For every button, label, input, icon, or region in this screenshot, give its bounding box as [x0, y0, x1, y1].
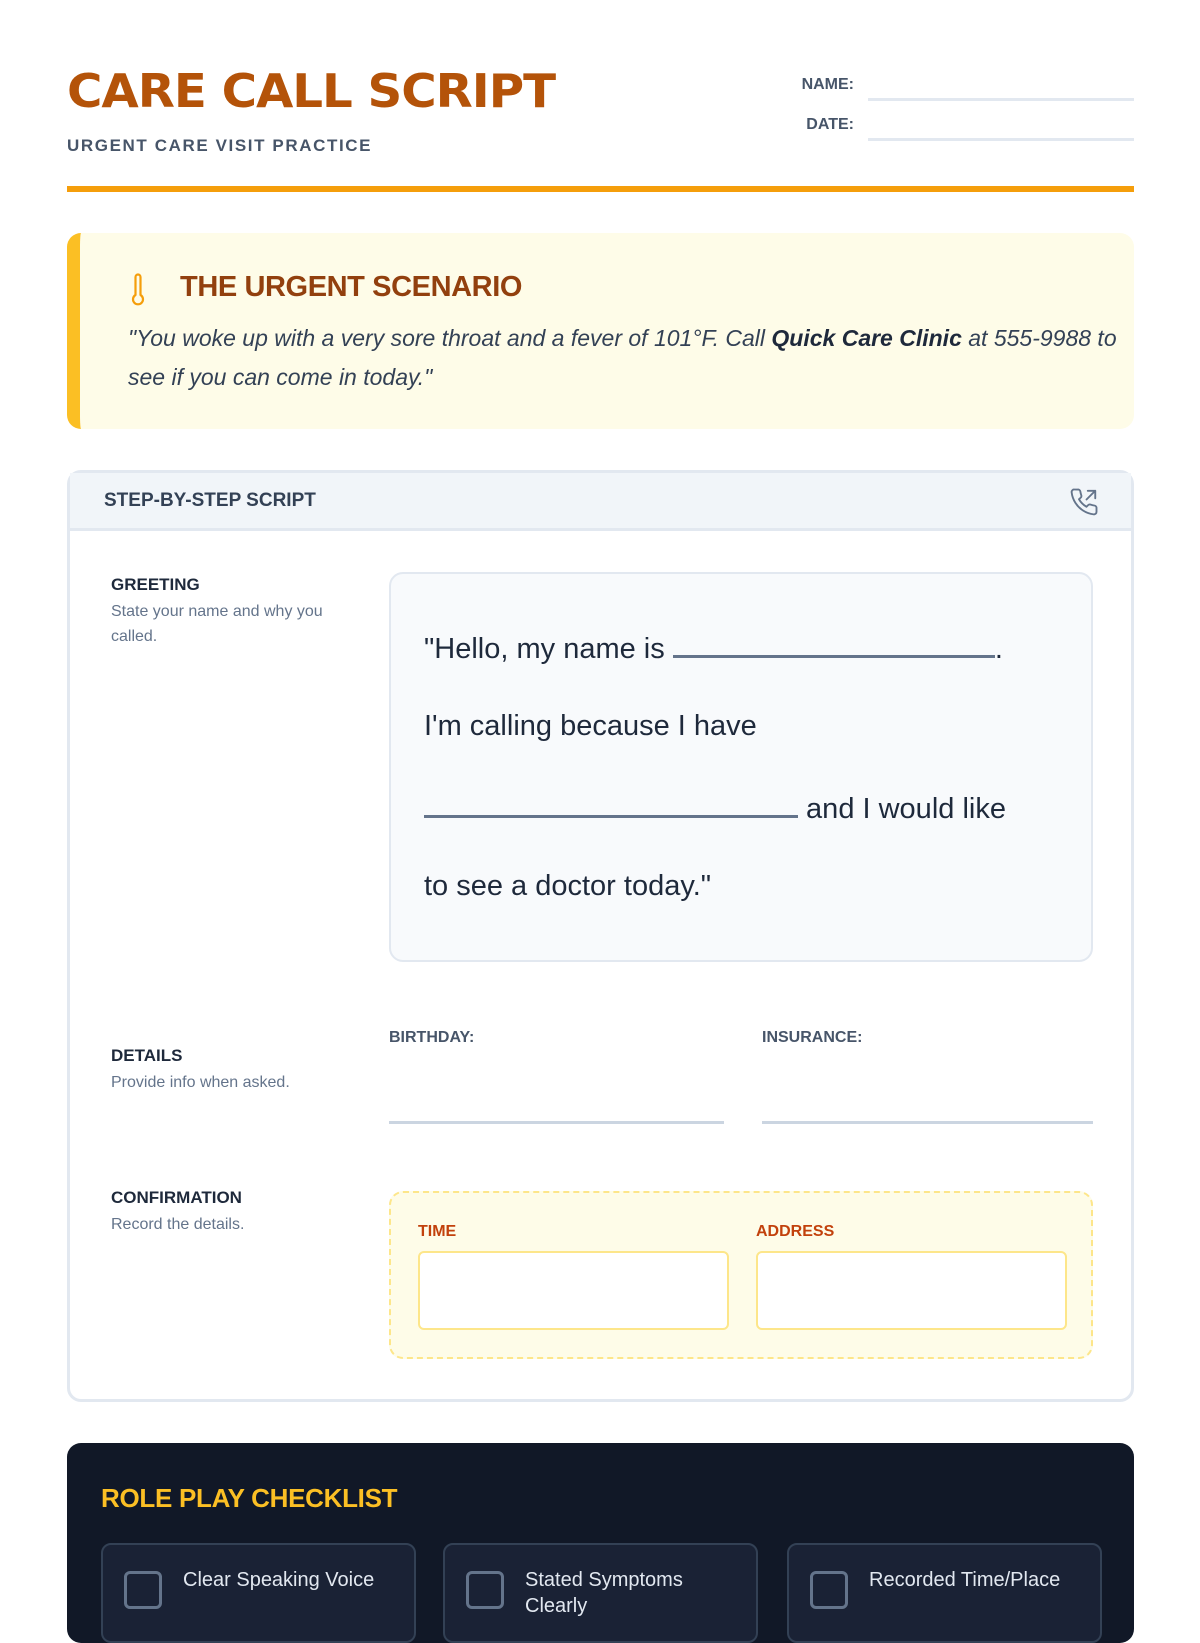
script-card-header	[70, 473, 1131, 531]
name-field[interactable]	[794, 70, 1134, 106]
checklist-item[interactable]	[443, 1543, 758, 1643]
confirmation-box	[389, 1191, 1093, 1359]
greeting-description: State your name and why you called.	[111, 603, 323, 645]
symptoms-blank[interactable]	[424, 790, 798, 818]
phone-outgoing-icon	[1069, 487, 1099, 517]
checkbox[interactable]	[124, 1571, 162, 1609]
clinic-name: Quick Care Clinic	[771, 325, 962, 351]
details-label: DETAILS	[111, 1046, 183, 1065]
birthday-line[interactable]	[389, 1121, 724, 1124]
checkbox[interactable]	[466, 1571, 504, 1609]
script-title: STEP-BY-STEP SCRIPT	[104, 490, 316, 511]
scenario-panel	[67, 233, 1134, 429]
date-field[interactable]	[794, 110, 1134, 146]
address-input[interactable]	[756, 1251, 1067, 1330]
greeting-line-1	[424, 630, 1003, 666]
greeting-line-3	[424, 790, 1006, 826]
worksheet-header	[67, 66, 1134, 192]
name-label: NAME:	[801, 76, 854, 93]
insurance-label: INSURANCE:	[762, 1029, 863, 1046]
insurance-line[interactable]	[762, 1121, 1093, 1124]
checklist-item-label: Recorded Time/Place	[869, 1569, 1061, 1591]
confirmation-label: CONFIRMATION	[111, 1188, 242, 1207]
checklist-title: ROLE PLAY CHECKLIST	[101, 1483, 398, 1513]
checklist-item-label: Stated Symptoms Clearly	[525, 1569, 683, 1617]
scenario-text-start: "You woke up with a very sore throat and a fever of 101°F. Call	[128, 325, 772, 351]
page-subtitle: URGENT CARE VISIT PRACTICE	[67, 136, 373, 155]
checklist-item[interactable]	[101, 1543, 416, 1643]
checkbox[interactable]	[810, 1571, 848, 1609]
name-line[interactable]	[868, 98, 1134, 101]
scenario-text	[128, 319, 1118, 397]
greeting-line-3-text: and I would like	[798, 793, 1006, 825]
details-description: Provide info when asked.	[111, 1074, 290, 1091]
scenario-title: THE URGENT SCENARIO	[180, 271, 523, 303]
date-label: DATE:	[806, 116, 854, 133]
greeting-label: GREETING	[111, 575, 200, 594]
checklist-item-label: Clear Speaking Voice	[183, 1569, 375, 1591]
greeting-line-1-text: "Hello, my name is	[424, 633, 673, 665]
name-blank[interactable]	[673, 630, 995, 658]
checklist-item[interactable]	[787, 1543, 1102, 1643]
scenario-text-end: at 555-9988 to see if you can come in today."	[128, 325, 1117, 390]
script-card	[67, 470, 1134, 1402]
greeting-line-1-end: .	[994, 633, 1003, 665]
date-line[interactable]	[868, 138, 1134, 141]
thermometer-icon	[131, 273, 145, 307]
page-title: CARE CALL SCRIPT	[67, 64, 555, 118]
time-label: TIME	[418, 1223, 457, 1240]
address-label: ADDRESS	[756, 1223, 835, 1240]
greeting-line-4: to see a doctor today."	[424, 870, 712, 902]
confirmation-description: Record the details.	[111, 1216, 245, 1233]
greeting-script-box	[389, 572, 1093, 962]
greeting-line-2: I'm calling because I have	[424, 710, 757, 742]
birthday-label: BIRTHDAY:	[389, 1029, 475, 1046]
role-play-checklist	[67, 1443, 1134, 1643]
time-input[interactable]	[418, 1251, 729, 1330]
